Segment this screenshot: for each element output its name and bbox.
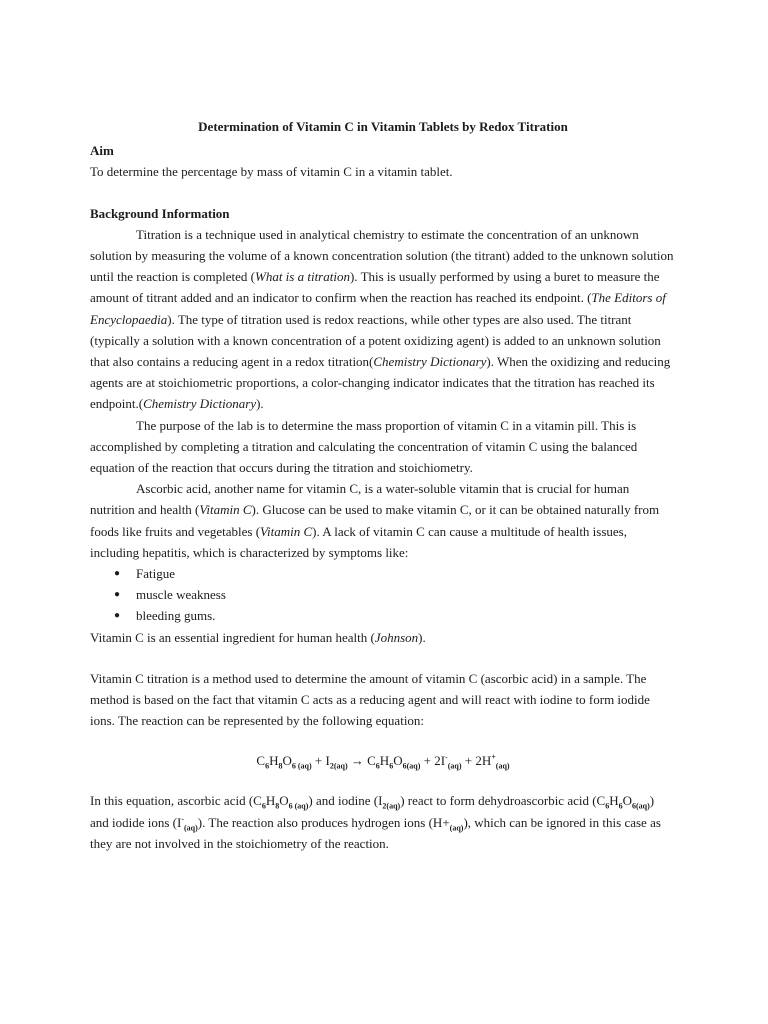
text-run: ). When the oxidizing and reducing agents are at stoichiometric proportions, a color-changing indicator indicates that the titration has reached its endpoint.( (90, 354, 671, 412)
text-run: Vitamin C is an essential ingredient for human health ( (90, 629, 375, 645)
eq-subscript: (aq) (495, 762, 510, 772)
spacer (90, 648, 676, 668)
citation: Vitamin C (199, 502, 252, 518)
background-paragraph-4 (90, 627, 676, 648)
text-run: ). A lack of vitamin C can cause a multitude of health issues, including hepatitis, which is characterized by symptoms like: (90, 523, 627, 560)
background-paragraph-3 (90, 478, 676, 563)
text-run: Ascorbic acid, another name for vitamin C, is a water-soluble vitamin that is crucial for human nutrition and health ( (90, 481, 630, 518)
eq-text: I (440, 753, 446, 769)
background-paragraph-2: The purpose of the lab is to determine the mass proportion of vitamin C in a vitamin pill. This is accomplished by completing a titration and calculating the concentration of vitamin C using the balanced equation of the reaction that occurs during the titration and stoichiometry. (90, 417, 638, 476)
eq-operator: + (311, 753, 326, 769)
subscript: 6 (261, 802, 266, 812)
text-run: O (622, 793, 633, 809)
eq-subscript: 6 (aq) (291, 762, 312, 772)
text-run: ) and iodide ions (I (90, 793, 655, 830)
eq-subscript: 2(aq) (329, 762, 348, 772)
eq-text: C (256, 753, 266, 769)
eq-subscript: 6(aq) (402, 762, 421, 772)
text-run: ) react to form dehydroascorbic acid (C (400, 793, 606, 809)
bullet-icon: ● (114, 610, 121, 622)
citation: The Editors of Encyclopaedia (90, 290, 666, 327)
arrow-icon: → (347, 753, 368, 769)
text-run: ). This is usually performed by using a buret to measure the amount of titrant added and an indicator to confirm when the reaction has reached its endpoint. ( (90, 269, 660, 306)
background-paragraph-5: Vitamin C titration is a method used to determine the amount of vitamin C (ascorbic acid) in a sample. The method is based on the fact that vitamin C acts as a reducing agent and will react with iodine to form iodide ions. The reaction can be represented by the following equation: (90, 670, 650, 729)
text-run: Titration is a technique used in analytical chemistry to estimate the concentration of an unknown solution by measuring the volume of a known concentration solution (the titrant) added to the unknown solution until the reaction is completed ( (90, 226, 674, 285)
subscript: 6 (605, 802, 610, 812)
document-title: Determination of Vitamin C in Vitamin Tablets by Redox Titration (198, 119, 568, 134)
text-run: ). (418, 629, 426, 645)
text-run: In this equation, ascorbic acid (C (90, 793, 262, 809)
background-heading: Background Information (90, 205, 230, 221)
bullet-icon: ● (114, 568, 121, 580)
subscript: 8 (275, 802, 280, 812)
eq-superscript: - (445, 753, 448, 763)
subscript: (aq) (184, 823, 198, 833)
superscript: - (181, 814, 185, 824)
citation: Vitamin C (260, 523, 313, 539)
eq-text: H (269, 753, 279, 769)
text-run: ). The reaction also produces hydrogen ions (H+ (197, 814, 450, 830)
reaction-equation (90, 750, 676, 772)
text-run: H (265, 793, 276, 809)
citation: Chemistry Dictionary (373, 354, 487, 370)
citation: Johnson (374, 629, 419, 645)
subscript: 6 (aq) (288, 802, 309, 812)
text-run: O (279, 793, 289, 809)
list-item-text: Fatigue (136, 566, 175, 582)
spacer (90, 183, 676, 203)
eq-text: O (282, 753, 292, 769)
citation: What is a titration (254, 269, 350, 285)
eq-subscript: 6 (265, 762, 270, 772)
eq-subscript: 6 (375, 762, 380, 772)
text-run: ). (256, 396, 264, 412)
aim-text: To determine the percentage by mass of vitamin C in a vitamin tablet. (90, 164, 453, 180)
background-paragraph-1 (90, 224, 676, 415)
document-content (90, 116, 676, 854)
eq-text: O (393, 753, 403, 769)
eq-text: H (481, 753, 492, 769)
aim-heading: Aim (90, 143, 114, 159)
text-run: ). Glucose can be used to make vitamin C, or it can be obtained naturally from foods like fruits and vegetables ( (90, 502, 660, 539)
eq-text: I (325, 753, 330, 769)
list-item (90, 563, 676, 584)
text-run: ), which can be ignored in this case as they are not involved in the stoichiometry of the reaction. (90, 814, 661, 851)
eq-operator: + 2 (461, 753, 482, 769)
eq-operator: + 2 (420, 753, 441, 769)
subscript: 6(aq) (632, 802, 650, 812)
subscript: 2(aq) (382, 802, 401, 812)
list-item-text: muscle weakness (136, 587, 226, 603)
citation: Chemistry Dictionary (143, 396, 257, 412)
background-paragraph-6 (90, 790, 676, 854)
list-item (90, 605, 676, 626)
eq-text: H (379, 753, 390, 769)
eq-text: C (367, 753, 376, 769)
subscript: 6 (618, 802, 623, 812)
text-run: ). The type of titration used is redox reactions, while other types are also used. The titrant (typically a solution with a known concentration of a potent oxidizing agent) is added to an unknown solution that also contains a reducing agent in a redox titration( (90, 311, 661, 370)
symptom-list (90, 563, 676, 627)
text-run: ) and iodine (I (308, 793, 383, 809)
bullet-icon: ● (114, 589, 121, 601)
text-run: H (609, 793, 619, 809)
eq-subscript: 6 (389, 762, 394, 772)
eq-subscript: 8 (278, 762, 283, 772)
subscript: (aq) (449, 823, 464, 833)
eq-superscript: + (491, 753, 496, 763)
list-item (90, 584, 676, 605)
eq-subscript: (aq) (447, 762, 462, 772)
list-item-text: bleeding gums. (136, 608, 216, 624)
